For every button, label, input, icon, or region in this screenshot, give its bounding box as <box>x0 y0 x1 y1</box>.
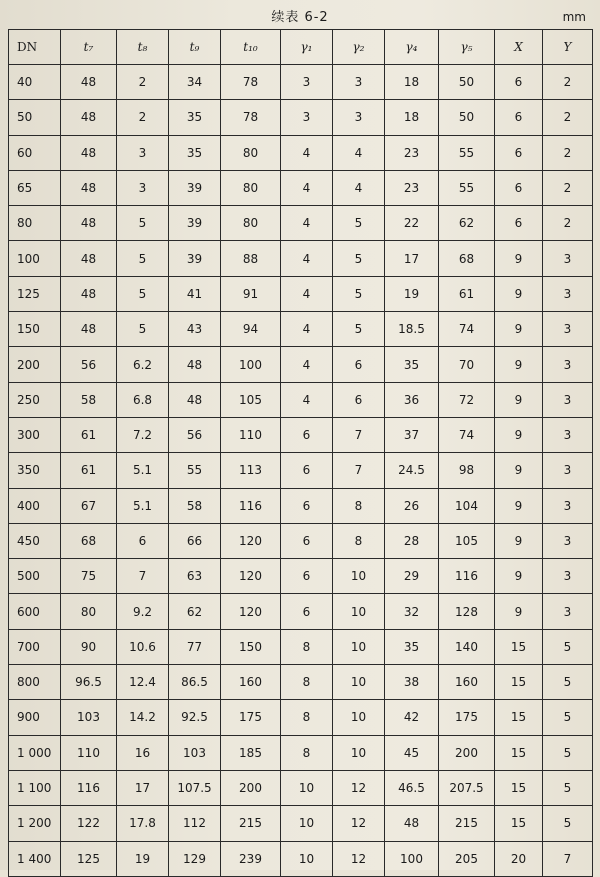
table-cell: 4 <box>333 135 385 170</box>
table-cell: 2 <box>117 100 169 135</box>
table-cell: 48 <box>61 135 117 170</box>
table-cell: 98 <box>439 453 495 488</box>
column-header: Y <box>543 30 593 65</box>
dimension-table <box>8 29 593 877</box>
column-header: DN <box>9 30 61 65</box>
table-cell: 5 <box>543 665 593 700</box>
table-cell: 32 <box>385 594 439 629</box>
table-cell: 39 <box>169 206 221 241</box>
table-cell: 129 <box>169 841 221 876</box>
table-cell: 3 <box>117 135 169 170</box>
table-row <box>9 806 593 841</box>
table-cell: 48 <box>61 100 117 135</box>
table-cell: 94 <box>221 312 281 347</box>
header-row <box>9 30 593 65</box>
table-cell: 15 <box>495 629 543 664</box>
table-cell: 19 <box>385 276 439 311</box>
table-cell: 100 <box>385 841 439 876</box>
table-cell: 3 <box>543 417 593 452</box>
table-cell: 107.5 <box>169 770 221 805</box>
dn-cell: 800 <box>9 665 61 700</box>
table-cell: 18 <box>385 65 439 100</box>
table-cell: 56 <box>169 417 221 452</box>
table-cell: 5 <box>333 206 385 241</box>
table-row <box>9 417 593 452</box>
table-cell: 10 <box>281 841 333 876</box>
table-cell: 5 <box>543 735 593 770</box>
table-cell: 10 <box>333 700 385 735</box>
table-cell: 38 <box>385 665 439 700</box>
table-cell: 9 <box>495 488 543 523</box>
table-cell: 6 <box>281 453 333 488</box>
column-header: X <box>495 30 543 65</box>
table-cell: 3 <box>333 100 385 135</box>
table-cell: 185 <box>221 735 281 770</box>
table-cell: 3 <box>543 559 593 594</box>
table-cell: 35 <box>169 135 221 170</box>
unit-label: mm <box>562 10 586 24</box>
table-cell: 103 <box>61 700 117 735</box>
table-cell: 78 <box>221 65 281 100</box>
table-cell: 36 <box>385 382 439 417</box>
table-cell: 12 <box>333 841 385 876</box>
table-cell: 3 <box>543 523 593 558</box>
table-cell: 2 <box>543 206 593 241</box>
table-cell: 3 <box>543 241 593 276</box>
table-cell: 12.4 <box>117 665 169 700</box>
table-row <box>9 841 593 876</box>
table-row <box>9 735 593 770</box>
table-cell: 200 <box>221 770 281 805</box>
dn-cell: 80 <box>9 206 61 241</box>
table-cell: 48 <box>61 170 117 205</box>
table-cell: 22 <box>385 206 439 241</box>
table-cell: 17 <box>385 241 439 276</box>
table-row <box>9 523 593 558</box>
table-cell: 56 <box>61 347 117 382</box>
table-caption: 续表 6-2 <box>271 10 329 25</box>
table-cell: 80 <box>61 594 117 629</box>
table-cell: 6 <box>333 347 385 382</box>
table-cell: 39 <box>169 241 221 276</box>
table-cell: 4 <box>333 170 385 205</box>
table-row <box>9 700 593 735</box>
table-cell: 39 <box>169 170 221 205</box>
table-cell: 2 <box>543 65 593 100</box>
table-cell: 50 <box>439 100 495 135</box>
table-cell: 160 <box>439 665 495 700</box>
table-cell: 6 <box>495 100 543 135</box>
table-cell: 5 <box>333 276 385 311</box>
table-row <box>9 559 593 594</box>
table-cell: 48 <box>61 276 117 311</box>
dn-cell: 1 000 <box>9 735 61 770</box>
table-cell: 10 <box>333 629 385 664</box>
table-cell: 55 <box>439 135 495 170</box>
table-cell: 110 <box>221 417 281 452</box>
table-cell: 35 <box>169 100 221 135</box>
table-cell: 48 <box>169 382 221 417</box>
table-cell: 58 <box>61 382 117 417</box>
table-cell: 6 <box>281 488 333 523</box>
table-cell: 6 <box>117 523 169 558</box>
table-row <box>9 770 593 805</box>
table-cell: 207.5 <box>439 770 495 805</box>
table-cell: 3 <box>543 312 593 347</box>
table-cell: 6.8 <box>117 382 169 417</box>
table-cell: 55 <box>169 453 221 488</box>
dn-cell: 40 <box>9 65 61 100</box>
table-cell: 10 <box>281 806 333 841</box>
table-cell: 120 <box>221 559 281 594</box>
table-cell: 23 <box>385 135 439 170</box>
table-cell: 7 <box>333 453 385 488</box>
table-cell: 175 <box>221 700 281 735</box>
table-cell: 6 <box>333 382 385 417</box>
table-cell: 7 <box>543 841 593 876</box>
column-header: γ₄ <box>385 30 439 65</box>
table-cell: 3 <box>543 276 593 311</box>
table-cell: 4 <box>281 276 333 311</box>
table-cell: 80 <box>221 170 281 205</box>
table-cell: 88 <box>221 241 281 276</box>
dn-cell: 250 <box>9 382 61 417</box>
table-cell: 63 <box>169 559 221 594</box>
table-cell: 17 <box>117 770 169 805</box>
table-cell: 9 <box>495 312 543 347</box>
table-cell: 10 <box>281 770 333 805</box>
table-cell: 122 <box>61 806 117 841</box>
table-cell: 61 <box>61 417 117 452</box>
table-cell: 41 <box>169 276 221 311</box>
table-cell: 6 <box>495 65 543 100</box>
table-cell: 18 <box>385 100 439 135</box>
column-header: γ₂ <box>333 30 385 65</box>
dn-cell: 350 <box>9 453 61 488</box>
table-cell: 3 <box>543 594 593 629</box>
table-cell: 150 <box>221 629 281 664</box>
table-row <box>9 206 593 241</box>
table-cell: 20 <box>495 841 543 876</box>
table-cell: 70 <box>439 347 495 382</box>
table-cell: 239 <box>221 841 281 876</box>
dn-cell: 1 100 <box>9 770 61 805</box>
table-cell: 10 <box>333 735 385 770</box>
table-cell: 105 <box>221 382 281 417</box>
table-cell: 6.2 <box>117 347 169 382</box>
table-cell: 68 <box>61 523 117 558</box>
table-cell: 42 <box>385 700 439 735</box>
table-cell: 125 <box>61 841 117 876</box>
table-cell: 3 <box>117 170 169 205</box>
column-header: t₈ <box>117 30 169 65</box>
table-cell: 140 <box>439 629 495 664</box>
table-cell: 68 <box>439 241 495 276</box>
table-cell: 9 <box>495 594 543 629</box>
table-cell: 43 <box>169 312 221 347</box>
table-cell: 5 <box>543 806 593 841</box>
table-cell: 9.2 <box>117 594 169 629</box>
table-cell: 28 <box>385 523 439 558</box>
table-cell: 8 <box>281 735 333 770</box>
table-cell: 12 <box>333 806 385 841</box>
column-header: t₁₀ <box>221 30 281 65</box>
table-cell: 29 <box>385 559 439 594</box>
table-cell: 77 <box>169 629 221 664</box>
table-cell: 104 <box>439 488 495 523</box>
table-cell: 75 <box>61 559 117 594</box>
table-cell: 35 <box>385 347 439 382</box>
table-cell: 24.5 <box>385 453 439 488</box>
table-cell: 5 <box>117 312 169 347</box>
table-cell: 5 <box>543 629 593 664</box>
table-cell: 96.5 <box>61 665 117 700</box>
table-cell: 10.6 <box>117 629 169 664</box>
table-cell: 3 <box>281 100 333 135</box>
table-cell: 9 <box>495 382 543 417</box>
table-cell: 5 <box>117 241 169 276</box>
table-cell: 62 <box>169 594 221 629</box>
table-cell: 5 <box>543 770 593 805</box>
table-cell: 113 <box>221 453 281 488</box>
column-header: t₇ <box>61 30 117 65</box>
table-cell: 116 <box>439 559 495 594</box>
table-cell: 9 <box>495 417 543 452</box>
table-cell: 78 <box>221 100 281 135</box>
table-cell: 15 <box>495 770 543 805</box>
table-cell: 8 <box>281 665 333 700</box>
table-cell: 61 <box>439 276 495 311</box>
table-cell: 2 <box>543 135 593 170</box>
table-cell: 160 <box>221 665 281 700</box>
table-cell: 7 <box>117 559 169 594</box>
table-cell: 62 <box>439 206 495 241</box>
table-cell: 35 <box>385 629 439 664</box>
column-header: t₉ <box>169 30 221 65</box>
table-cell: 6 <box>281 417 333 452</box>
table-cell: 100 <box>221 347 281 382</box>
table-cell: 12 <box>333 770 385 805</box>
table-cell: 8 <box>281 700 333 735</box>
table-cell: 26 <box>385 488 439 523</box>
table-cell: 74 <box>439 312 495 347</box>
table-cell: 15 <box>495 806 543 841</box>
table-cell: 58 <box>169 488 221 523</box>
table-cell: 15 <box>495 735 543 770</box>
table-cell: 14.2 <box>117 700 169 735</box>
dn-cell: 125 <box>9 276 61 311</box>
table-cell: 48 <box>385 806 439 841</box>
dn-cell: 450 <box>9 523 61 558</box>
table-cell: 5 <box>117 206 169 241</box>
column-header: γ₅ <box>439 30 495 65</box>
table-row <box>9 665 593 700</box>
table-cell: 50 <box>439 65 495 100</box>
table-cell: 175 <box>439 700 495 735</box>
table-cell: 80 <box>221 135 281 170</box>
dn-cell: 600 <box>9 594 61 629</box>
table-cell: 6 <box>281 559 333 594</box>
table-cell: 6 <box>281 594 333 629</box>
table-cell: 7 <box>333 417 385 452</box>
table-cell: 5 <box>543 700 593 735</box>
table-row <box>9 170 593 205</box>
table-cell: 67 <box>61 488 117 523</box>
table-row <box>9 276 593 311</box>
table-cell: 120 <box>221 594 281 629</box>
dn-cell: 200 <box>9 347 61 382</box>
table-cell: 200 <box>439 735 495 770</box>
table-cell: 9 <box>495 241 543 276</box>
table-row <box>9 629 593 664</box>
dn-cell: 60 <box>9 135 61 170</box>
table-cell: 17.8 <box>117 806 169 841</box>
table-cell: 205 <box>439 841 495 876</box>
table-cell: 66 <box>169 523 221 558</box>
table-cell: 15 <box>495 700 543 735</box>
table-cell: 5.1 <box>117 453 169 488</box>
table-cell: 48 <box>61 312 117 347</box>
table-cell: 6 <box>495 170 543 205</box>
table-cell: 91 <box>221 276 281 311</box>
column-header: γ₁ <box>281 30 333 65</box>
table-cell: 10 <box>333 559 385 594</box>
table-cell: 45 <box>385 735 439 770</box>
table-cell: 128 <box>439 594 495 629</box>
table-cell: 110 <box>61 735 117 770</box>
dn-cell: 500 <box>9 559 61 594</box>
table-cell: 116 <box>221 488 281 523</box>
table-cell: 4 <box>281 206 333 241</box>
table-cell: 61 <box>61 453 117 488</box>
table-cell: 48 <box>61 206 117 241</box>
table-cell: 48 <box>61 65 117 100</box>
table-cell: 15 <box>495 665 543 700</box>
table-cell: 6 <box>281 523 333 558</box>
table-row <box>9 100 593 135</box>
table-cell: 4 <box>281 135 333 170</box>
table-cell: 34 <box>169 65 221 100</box>
table-cell: 215 <box>439 806 495 841</box>
table-cell: 9 <box>495 347 543 382</box>
table-cell: 55 <box>439 170 495 205</box>
table-cell: 120 <box>221 523 281 558</box>
table-cell: 9 <box>495 453 543 488</box>
table-cell: 9 <box>495 276 543 311</box>
table-cell: 4 <box>281 347 333 382</box>
table-cell: 10 <box>333 665 385 700</box>
table-row <box>9 488 593 523</box>
table-cell: 5 <box>333 241 385 276</box>
table-row <box>9 382 593 417</box>
dn-cell: 150 <box>9 312 61 347</box>
table-cell: 6 <box>495 135 543 170</box>
table-row <box>9 312 593 347</box>
dn-cell: 900 <box>9 700 61 735</box>
dn-cell: 1 400 <box>9 841 61 876</box>
table-row <box>9 453 593 488</box>
table-cell: 4 <box>281 382 333 417</box>
table-cell: 5 <box>333 312 385 347</box>
table-cell: 4 <box>281 170 333 205</box>
dn-cell: 100 <box>9 241 61 276</box>
table-row <box>9 135 593 170</box>
dn-cell: 700 <box>9 629 61 664</box>
table-cell: 90 <box>61 629 117 664</box>
table-cell: 8 <box>333 523 385 558</box>
table-cell: 6 <box>495 206 543 241</box>
dn-cell: 65 <box>9 170 61 205</box>
table-cell: 46.5 <box>385 770 439 805</box>
table-cell: 2 <box>117 65 169 100</box>
table-row <box>9 65 593 100</box>
table-cell: 5.1 <box>117 488 169 523</box>
table-cell: 80 <box>221 206 281 241</box>
table-cell: 7.2 <box>117 417 169 452</box>
table-cell: 3 <box>543 347 593 382</box>
dn-cell: 300 <box>9 417 61 452</box>
table-cell: 3 <box>543 453 593 488</box>
table-cell: 10 <box>333 594 385 629</box>
table-cell: 48 <box>61 241 117 276</box>
dn-cell: 400 <box>9 488 61 523</box>
table-body <box>9 65 593 877</box>
table-cell: 116 <box>61 770 117 805</box>
table-row <box>9 241 593 276</box>
dn-cell: 1 200 <box>9 806 61 841</box>
table-cell: 37 <box>385 417 439 452</box>
table-cell: 5 <box>117 276 169 311</box>
table-cell: 3 <box>281 65 333 100</box>
table-cell: 105 <box>439 523 495 558</box>
table-cell: 16 <box>117 735 169 770</box>
table-cell: 2 <box>543 100 593 135</box>
table-cell: 18.5 <box>385 312 439 347</box>
table-cell: 3 <box>543 382 593 417</box>
table-cell: 72 <box>439 382 495 417</box>
table-cell: 215 <box>221 806 281 841</box>
table-cell: 9 <box>495 559 543 594</box>
table-cell: 3 <box>333 65 385 100</box>
table-cell: 23 <box>385 170 439 205</box>
table-cell: 19 <box>117 841 169 876</box>
dn-cell: 50 <box>9 100 61 135</box>
table-cell: 9 <box>495 523 543 558</box>
table-cell: 92.5 <box>169 700 221 735</box>
table-cell: 103 <box>169 735 221 770</box>
table-cell: 48 <box>169 347 221 382</box>
table-cell: 4 <box>281 312 333 347</box>
table-cell: 2 <box>543 170 593 205</box>
table-cell: 74 <box>439 417 495 452</box>
table-cell: 8 <box>333 488 385 523</box>
table-row <box>9 594 593 629</box>
table-cell: 4 <box>281 241 333 276</box>
table-cell: 8 <box>281 629 333 664</box>
table-row <box>9 347 593 382</box>
table-cell: 86.5 <box>169 665 221 700</box>
table-cell: 112 <box>169 806 221 841</box>
table-cell: 3 <box>543 488 593 523</box>
